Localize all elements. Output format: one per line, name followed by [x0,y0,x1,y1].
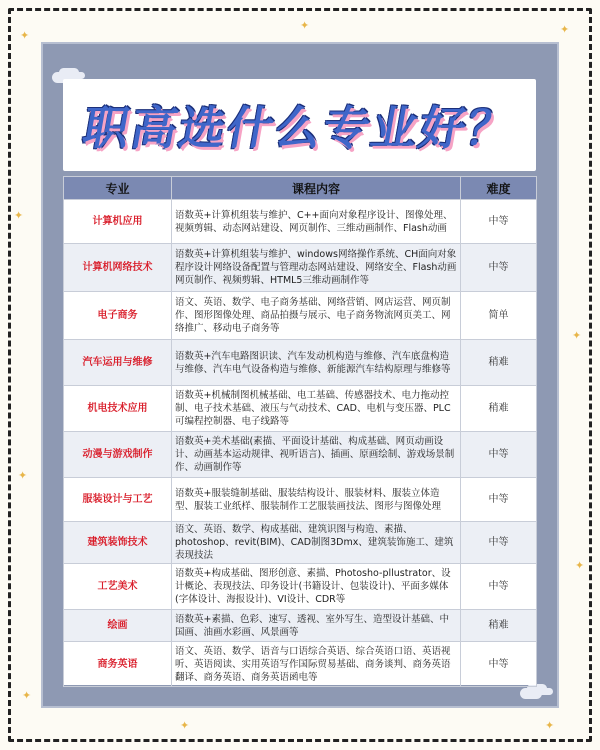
difficulty: 中等 [461,478,537,522]
header-level: 难度 [461,177,537,200]
course-content: 语数英+计算机组装与维护、C++面向对象程序设计、图像处理、视频剪辑、动态网站建设、网页制作、三维动画制作、Flash动画 [172,200,461,244]
header-content: 课程内容 [172,177,461,200]
table-row [64,340,537,386]
difficulty: 简单 [461,292,537,340]
difficulty: 稍难 [461,386,537,432]
star-icon: ✦ [18,469,28,482]
table-row [64,564,537,610]
course-content: 语数英+构成基础、图形创意、素描、Photosho-pllustrator、设计概论、表现技法、印务设计(书籍设计、包装设计)、平面多媒体(字体设计、海报设计)、VI设计、CDR等 [172,564,461,610]
major-name: 建筑装饰技术 [64,522,172,564]
course-content: 语数英+汽车电路图识读、汽车发动机构造与维修、汽车底盘构造与维修、汽车电气设备构造与维修、新能源汽车结构原理与维修等 [172,340,461,386]
course-table [63,176,537,687]
table-row [64,292,537,340]
table-row [64,478,537,522]
course-content: 语数英+机械制图机械基础、电工基础、传感器技术、电力拖动控制、电子技术基础、液压与气动技术、CAD、电机与变压器、PLC可编程控制器、电子线路等 [172,386,461,432]
table-row [64,610,537,642]
star-icon: ✦ [560,23,570,36]
difficulty: 中等 [461,432,537,478]
star-icon: ✦ [22,689,32,702]
major-name: 服装设计与工艺 [64,478,172,522]
course-content: 语数英+美术基础(素描、平面设计基础、构成基础、网页动画设计、动画基本运动规律、视听语言)、插画、原画绘制、游戏场景制作、动画制作等 [172,432,461,478]
star-icon: ✦ [300,19,310,32]
major-name: 绘画 [64,610,172,642]
major-name: 计算机应用 [64,200,172,244]
major-name: 电子商务 [64,292,172,340]
cloud-icon [520,688,542,699]
star-icon: ✦ [545,719,555,732]
difficulty: 中等 [461,244,537,292]
table-row [64,522,537,564]
course-content: 语数英+计算机组装与维护、windows网络操作系统、CH面向对象程序设计网络设备配置与管理动态网站建设、网络安全、Flash动画网页制作、视频剪辑、HTML5三维动画制作等 [172,244,461,292]
star-icon: ✦ [20,29,30,42]
table-row [64,386,537,432]
difficulty: 中等 [461,522,537,564]
course-content: 语文、英语、数学、语音与口语综合英语、综合英语口语、英语视听、英语阅读、实用英语写作国际贸易基础、商务谈判、商务英语翻译、商务英语、商务英语函电等 [172,642,461,687]
header-major: 专业 [64,177,172,200]
course-content: 语文、英语、数学、电子商务基础、网络营销、网店运营、网页制作、图形图像处理、商品拍摄与展示、电子商务物流网页美工、网络推广、移动电子商务等 [172,292,461,340]
table-row [64,432,537,478]
table-row [64,200,537,244]
major-name: 计算机网络技术 [64,244,172,292]
course-table-container [63,176,536,685]
difficulty: 稍难 [461,340,537,386]
star-icon: ✦ [572,329,582,342]
table-row [64,642,537,687]
major-name: 商务英语 [64,642,172,687]
course-content: 语数英+服装缝制基础、服装结构设计、服装材料、服装立体造型、服装工业纸样、服装制作工艺服装画技法、图形与图像处理 [172,478,461,522]
star-icon: ✦ [14,209,24,222]
difficulty: 稍难 [461,610,537,642]
table-header-row [64,177,537,200]
difficulty: 中等 [461,642,537,687]
difficulty: 中等 [461,200,537,244]
page-title: 职高选什么专业好？ [78,101,520,155]
major-name: 机电技术应用 [64,386,172,432]
major-name: 工艺美术 [64,564,172,610]
major-name: 汽车运用与维修 [64,340,172,386]
star-icon: ✦ [180,719,190,732]
major-name: 动漫与游戏制作 [64,432,172,478]
course-content: 语文、英语、数学、构成基础、建筑识图与构造、素描、photoshop、revit(BIM)、CAD制图3Dmx、建筑装饰施工、建筑表现技法 [172,522,461,564]
table-row [64,244,537,292]
star-icon: ✦ [575,559,585,572]
difficulty: 中等 [461,564,537,610]
title-banner [63,79,536,171]
course-content: 语数英+素描、色彩、速写、透视、室外写生、造型设计基础、中国画、油画水彩画、风景画等 [172,610,461,642]
